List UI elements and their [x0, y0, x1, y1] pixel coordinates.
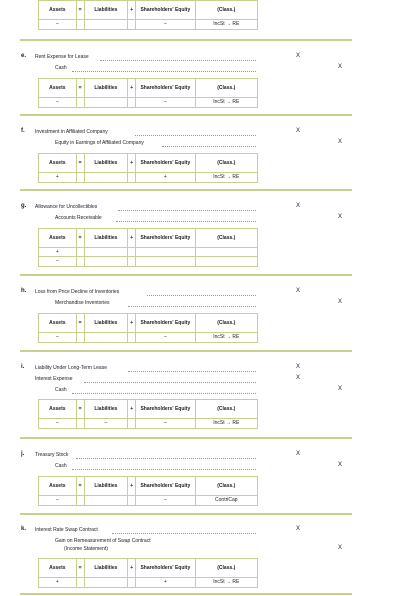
- equity-header: Shareholders' Equity: [136, 1, 195, 19]
- assets-header: Assets: [39, 1, 77, 19]
- equals-sign: =: [77, 1, 85, 19]
- liabilities-header: Liabilities: [85, 1, 129, 19]
- class-header: (Class.): [217, 6, 236, 13]
- equation-table: [38, 0, 258, 30]
- assets-effect: –: [39, 20, 77, 29]
- equation-table: Assets = Liabilities + Shareholders' Equity (Class.) – – ContriCap: [38, 476, 258, 506]
- section-letter: h.: [21, 288, 27, 294]
- equation-table: Assets = Liabilities + Shareholders' Equity (Class.) – – – IncSt → RE: [38, 399, 258, 429]
- journal-credit-account: Cash: [55, 65, 67, 71]
- section-letter: f.: [21, 128, 25, 134]
- journal-debit-account: Rent Expense for Lease: [35, 54, 89, 60]
- section-divider: [20, 437, 352, 439]
- equity-effect: –: [136, 20, 195, 29]
- section-letter: j.: [21, 451, 25, 457]
- section-letter: g.: [21, 203, 27, 209]
- section-divider: [20, 39, 352, 41]
- equation-table: Assets = Liabilities + Shareholders' Equity (Class.) – – IncSt → RE: [38, 78, 258, 108]
- section-divider: [20, 274, 352, 276]
- section-divider: [20, 593, 352, 595]
- section-divider: [20, 114, 352, 116]
- equation-table: Assets = Liabilities + Shareholders' Equity (Class.) + + IncSt → RE: [38, 153, 258, 183]
- class-effect: IncSt → RE: [213, 21, 240, 27]
- section-letter: k.: [21, 526, 27, 532]
- credit-mark: X: [338, 64, 343, 70]
- section-divider: [20, 350, 352, 352]
- equation-table: Assets = Liabilities + Shareholders' Equity (Class.) – – IncSt → RE: [38, 313, 258, 343]
- section-letter: i.: [21, 364, 25, 370]
- debit-mark: X: [296, 53, 301, 59]
- equation-table: Assets = Liabilities + Shareholders' Equity (Class.) + + IncSt → RE: [38, 558, 258, 588]
- equation-table: Assets = Liabilities + Shareholders' Equity (Class.) + –: [38, 228, 258, 267]
- section-letter: e.: [21, 53, 27, 59]
- section-divider: [20, 189, 352, 191]
- plus-sign: +: [128, 1, 136, 19]
- section-divider: [20, 513, 352, 515]
